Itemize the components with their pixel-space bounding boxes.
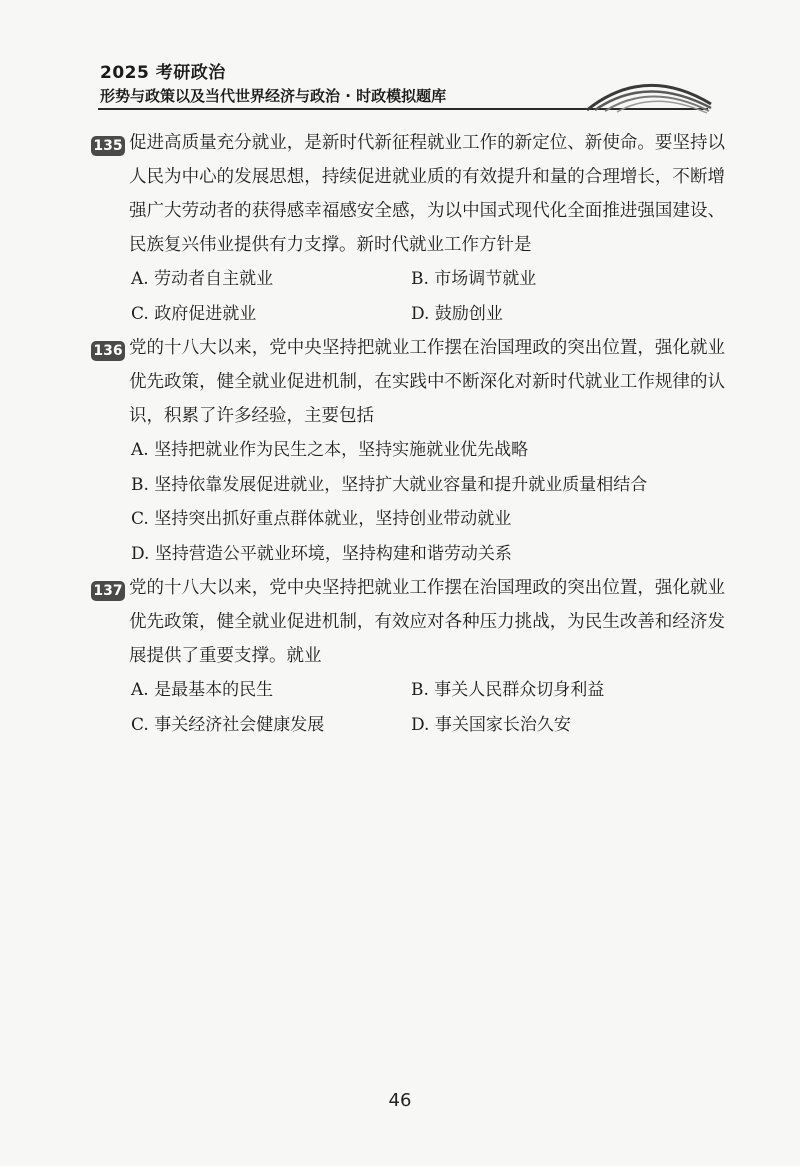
question-list [85,126,725,742]
question-136 [85,331,725,571]
question-137 [85,571,725,742]
option-b: B. 坚持依靠发展促进就业，坚持扩大就业容量和提升就业质量相结合 [131,474,648,495]
question-number-badge: 135 [91,136,125,156]
book-subtitle: 形势与政策以及当代世界经济与政治 · 时政模拟题库 [100,87,447,105]
book-title: 2025 考研政治 [100,63,226,83]
question-stem: 党的十八大以来，党中央坚持把就业工作摆在治国理政的突出位置，强化就业优先政策，健全就业促进机制，有效应对各种压力挑战，为民生改善和经济发展提供了重要支撑。就业 [129,578,725,666]
option-c: C. 事关经济社会健康发展 [131,714,325,735]
option-c: C. 政府促进就业 [131,303,257,324]
option-a: A. 坚持把就业作为民生之本，坚持实施就业优先战略 [131,440,529,460]
decorative-swoosh-icon [585,70,715,114]
options [131,673,725,742]
question-stem: 促进高质量充分就业，是新时代新征程就业工作的新定位、新使命。要坚持以人民为中心的发展思想，持续促进就业质的有效提升和量的合理增长，不断增强广大劳动者的获得感幸福感安全感，为以中国式现代化全面推进强国建设、民族复兴伟业提供有力支撑。新时代就业工作方针是 [129,133,725,255]
option-d: D. 坚持营造公平就业环境，坚持构建和谐劳动关系 [131,543,512,564]
question-number-badge: 137 [91,581,125,601]
page-number: 46 [388,1090,412,1111]
options [131,262,725,331]
option-b: B. 市场调节就业 [411,269,537,289]
question-135 [85,126,725,331]
options [131,433,725,571]
option-b: B. 事关人民群众切身利益 [411,680,605,700]
option-d: D. 事关国家长治久安 [411,714,571,735]
option-c: C. 坚持突出抓好重点群体就业，坚持创业带动就业 [131,509,512,529]
option-d: D. 鼓励创业 [411,303,503,324]
option-a: A. 是最基本的民生 [131,680,274,700]
page-header [0,0,800,130]
question-number-badge: 136 [91,341,125,361]
option-a: A. 劳动者自主就业 [131,269,274,289]
question-stem: 党的十八大以来，党中央坚持把就业工作摆在治国理政的突出位置，强化就业优先政策，健全就业促进机制，在实践中不断深化对新时代就业工作规律的认识，积累了许多经验，主要包括 [129,338,725,426]
